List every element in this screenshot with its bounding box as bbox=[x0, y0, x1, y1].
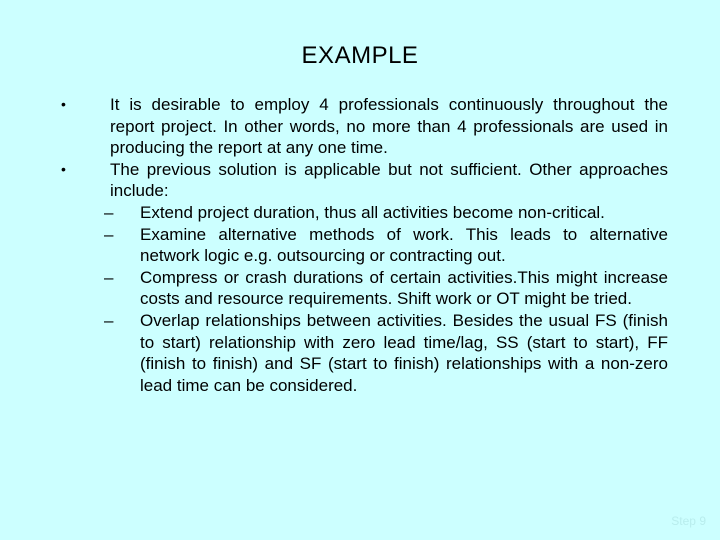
slide-content bbox=[56, 94, 668, 396]
sub-bullet-text: Overlap relationships between activities. Besides the usual FS (finish to start) relationship with zero lead time/lag, SS (start to start), FF (finish to finish) and SF (start to finish) relationships with a non-zero lead time can be considered. bbox=[140, 310, 668, 395]
sub-bullet-text: Extend project duration, thus all activities become non-critical. bbox=[140, 202, 605, 222]
sub-bullet-item bbox=[56, 224, 668, 267]
sub-bullet-list bbox=[56, 202, 668, 396]
slide-title: EXAMPLE bbox=[301, 42, 419, 69]
dash-marker: – bbox=[104, 224, 114, 244]
bullet-item bbox=[56, 159, 668, 202]
dash-marker: – bbox=[104, 202, 114, 222]
slide-footer-label: Step 9 bbox=[671, 514, 706, 528]
dash-marker: – bbox=[104, 267, 114, 287]
bullet-item bbox=[56, 94, 668, 159]
bullet-marker: • bbox=[61, 160, 66, 177]
sub-bullet-text: Compress or crash durations of certain activities.This might increase costs and resource requirements. Shift work or OT might be tried. bbox=[140, 267, 668, 309]
sub-bullet-item bbox=[56, 310, 668, 396]
dash-marker: – bbox=[104, 310, 114, 330]
bullet-text: It is desirable to employ 4 professionals continuously throughout the report project. In other words, no more than 4 professionals are used in producing the report at any one time. bbox=[110, 95, 668, 158]
bullet-marker: • bbox=[61, 96, 66, 112]
sub-bullet-item bbox=[56, 267, 668, 310]
bullet-text: The previous solution is applicable but not sufficient. Other approaches include: bbox=[110, 159, 668, 201]
sub-bullet-text: Examine alternative methods of work. This leads to alternative network logic e.g. outsourcing or contracting out. bbox=[140, 224, 668, 266]
sub-bullet-item bbox=[56, 202, 668, 224]
